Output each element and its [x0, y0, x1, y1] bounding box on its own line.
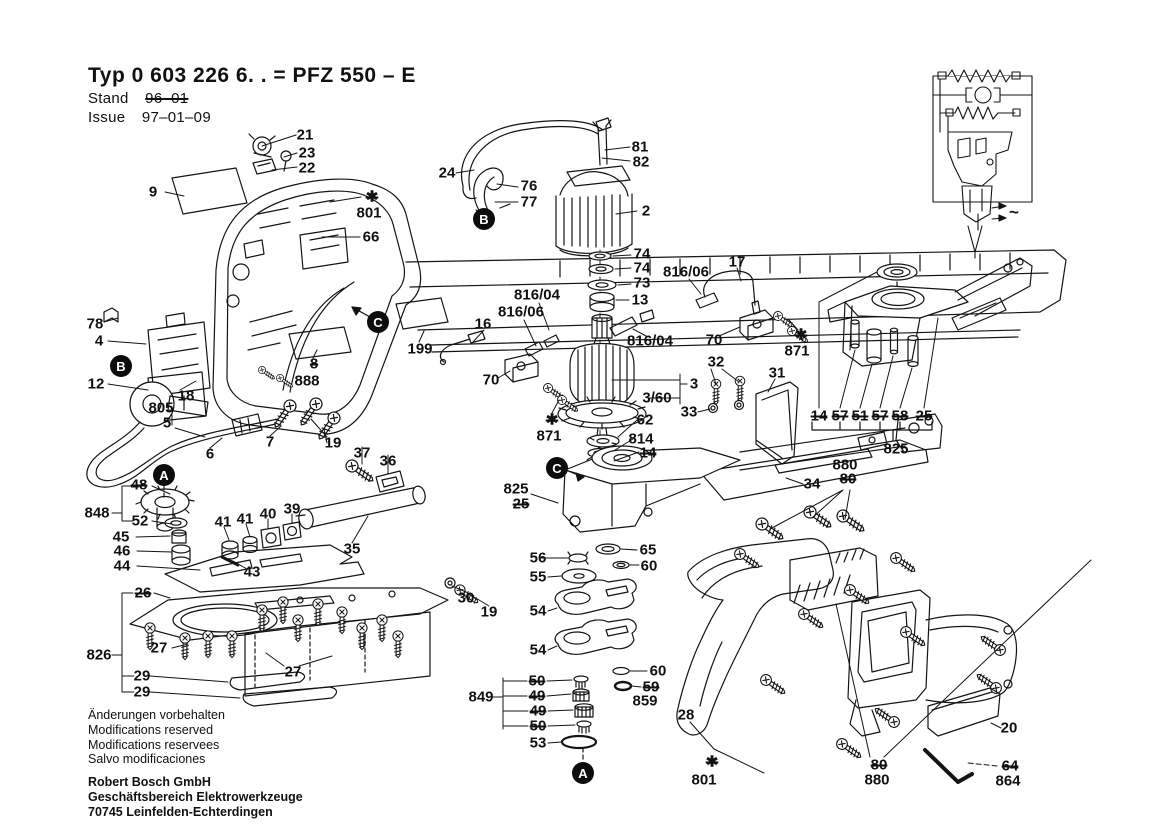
part-label-70: 70 [482, 371, 500, 389]
part-label-80: 80 [870, 756, 888, 774]
part-label-48: 48 [130, 476, 148, 494]
part-label-25: 25 [512, 495, 530, 513]
part-label-6: 6 [205, 445, 215, 463]
footer-line: Salvo modificaciones [88, 752, 206, 767]
footer-line: Geschäftsbereich Elektrowerkzeuge [88, 789, 303, 804]
part-label-27: 27 [150, 639, 168, 657]
typ-number: 0 603 226 6. . [131, 64, 268, 87]
part-label-49: 49 [529, 702, 547, 720]
part-label-18: 18 [177, 387, 195, 405]
typ-model: PFZ 550 – E [292, 64, 416, 87]
part-label-26: 26 [134, 584, 152, 602]
part-label-39: 39 [283, 500, 301, 518]
part-label-37: 37 [353, 444, 371, 462]
part-label-35: 35 [343, 540, 361, 558]
part-label-19: 19 [324, 434, 342, 452]
company-address [88, 775, 303, 819]
motor-housing-right-half [754, 504, 1017, 782]
part-label-21: 21 [296, 126, 314, 144]
part-label-60: 60 [649, 662, 667, 680]
footer-line: 70745 Leinfelden-Echterdingen [88, 804, 273, 819]
part-label--: ✱ [705, 753, 719, 771]
part-label-801: 801 [691, 771, 717, 789]
footer-line: Modifications reserved [88, 722, 214, 737]
bearing-plate [165, 545, 364, 592]
part-label-816-04: 816/04 [514, 286, 560, 304]
part-label-73: 73 [633, 274, 651, 292]
part-label-9: 9 [148, 183, 158, 201]
part-label-70: 70 [705, 331, 723, 349]
typ-equals: = [273, 64, 287, 87]
part-label-826: 826 [86, 646, 112, 664]
part-label-814: 814 [628, 430, 654, 448]
part-label-859: 859 [632, 692, 658, 710]
detail-marker-C: C [367, 311, 389, 333]
part-label-53: 53 [529, 734, 547, 752]
part-label-76: 76 [520, 177, 538, 195]
part-label-825: 825 [503, 480, 529, 498]
part-label-29: 29 [133, 683, 151, 701]
part-label--: ✱ [794, 326, 808, 344]
part-label-49: 49 [528, 687, 546, 705]
part-label-4: 4 [94, 332, 104, 350]
part-label-59: 59 [642, 678, 660, 696]
part-label-24: 24 [438, 164, 456, 182]
footer-line: Änderungen vorbehalten [88, 708, 225, 722]
part-label-880: 880 [864, 771, 890, 789]
part-label-14: 14 [810, 407, 828, 425]
part-label-199: 199 [407, 340, 433, 358]
footer-line: Robert Bosch GmbH [88, 775, 211, 789]
part-label-62: 62 [636, 411, 654, 429]
part-label-44: 44 [113, 557, 131, 575]
stand-value: 96–01 [145, 90, 189, 107]
detail-marker-A: A [572, 762, 594, 784]
part-label-65: 65 [639, 541, 657, 559]
part-label-45: 45 [112, 528, 130, 546]
part-label-816-06: 816/06 [663, 263, 709, 281]
issue-label: Issue [88, 109, 126, 126]
part-label--: ✱ [365, 188, 379, 206]
part-label-20: 20 [1000, 719, 1018, 737]
part-label-816-06: 816/06 [498, 303, 544, 321]
part-label-805: 805 [148, 399, 174, 417]
part-label-16: 16 [474, 315, 492, 333]
footer-line: Modifications reservees [88, 737, 220, 752]
part-label-871: 871 [784, 342, 810, 360]
issue-line [88, 109, 416, 126]
typ-label: Typ [88, 64, 126, 87]
part-label-36: 36 [379, 452, 397, 470]
part-label-25: 25 [915, 407, 933, 425]
part-label-51: 51 [851, 407, 869, 425]
part-label-66: 66 [362, 228, 380, 246]
part-label-28: 28 [677, 706, 695, 724]
part-label-871: 871 [536, 427, 562, 445]
field-coil-and-wiring [462, 118, 632, 256]
part-label-40: 40 [259, 505, 277, 523]
stand-label: Stand [88, 90, 129, 107]
part-label-57: 57 [871, 407, 889, 425]
part-label-58: 58 [891, 407, 909, 425]
part-label-56: 56 [529, 549, 547, 567]
part-label-50: 50 [529, 717, 547, 735]
modification-notes [88, 708, 303, 767]
detail-marker-A: A [153, 464, 175, 486]
part-label-17: 17 [728, 253, 746, 271]
issue-value: 97–01–09 [141, 109, 211, 126]
part-label-12: 12 [87, 375, 105, 393]
part-label-825: 825 [883, 440, 909, 458]
part-label-60: 60 [640, 557, 658, 575]
type-line [88, 64, 416, 88]
wiring-diagram-inset [933, 70, 1032, 258]
part-label-33: 33 [680, 403, 698, 421]
stand-line [88, 90, 416, 107]
part-label--: ~ [1009, 202, 1019, 222]
part-label-41: 41 [214, 513, 232, 531]
detail-marker-B: B [110, 355, 132, 377]
part-label-5: 5 [162, 414, 172, 432]
part-label--: ✱ [545, 411, 559, 429]
part-label-54: 54 [529, 602, 547, 620]
part-label-57: 57 [831, 407, 849, 425]
title-block [88, 64, 416, 126]
part-label-30: 30 [457, 589, 475, 607]
part-label-74: 74 [633, 245, 651, 263]
part-label-29: 29 [133, 667, 151, 685]
part-label-80: 80 [839, 470, 857, 488]
part-label-816-04: 816/04 [627, 332, 673, 350]
part-label-82: 82 [632, 153, 650, 171]
part-label-3: 3 [689, 375, 699, 393]
part-label-8: 8 [309, 355, 319, 373]
part-label-31: 31 [768, 364, 786, 382]
legal-block [88, 708, 303, 819]
part-label-77: 77 [520, 193, 538, 211]
part-label-848: 848 [84, 504, 110, 522]
handle-housing [677, 539, 918, 735]
part-label-81: 81 [631, 138, 649, 156]
part-label-27: 27 [284, 663, 302, 681]
part-label-52: 52 [131, 512, 149, 530]
part-label-50: 50 [528, 672, 546, 690]
part-label-2: 2 [641, 202, 651, 220]
part-label-23: 23 [298, 144, 316, 162]
part-label-43: 43 [243, 563, 261, 581]
part-label-864: 864 [995, 772, 1021, 790]
detail-marker-B: B [473, 208, 495, 230]
part-label-7: 7 [265, 433, 275, 451]
part-label-74: 74 [633, 259, 651, 277]
part-label-3-60: 3/60 [642, 389, 672, 407]
part-label-46: 46 [113, 542, 131, 560]
part-label-14: 14 [639, 444, 657, 462]
part-label-13: 13 [631, 291, 649, 309]
part-label-34: 34 [803, 475, 821, 493]
part-label-64: 64 [1001, 757, 1019, 775]
part-label-22: 22 [298, 159, 316, 177]
part-label-55: 55 [529, 568, 547, 586]
detail-marker-C: C [546, 457, 568, 479]
part-label-880: 880 [832, 456, 858, 474]
part-label-801: 801 [356, 204, 382, 222]
part-label-78: 78 [86, 315, 104, 333]
part-label-19: 19 [480, 603, 498, 621]
part-label-54: 54 [529, 641, 547, 659]
part-label-41: 41 [236, 510, 254, 528]
part-label-849: 849 [468, 688, 494, 706]
part-label-888: 888 [294, 372, 320, 390]
part-label-32: 32 [707, 353, 725, 371]
